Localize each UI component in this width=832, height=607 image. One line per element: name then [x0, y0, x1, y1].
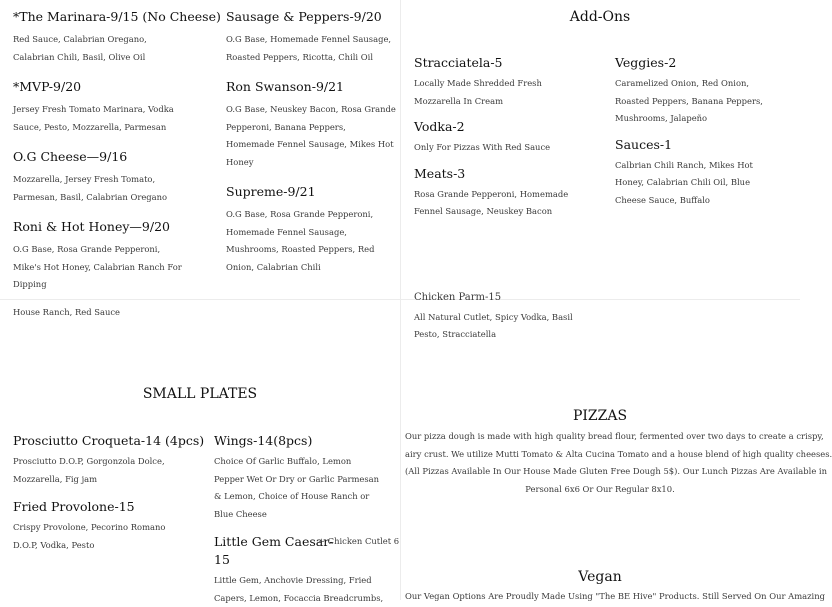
column-divider — [400, 0, 401, 600]
item-desc: Blue Cheese — [214, 506, 394, 524]
menu-item — [226, 78, 396, 171]
item-name: Prosciutto Croqueta-14 (4pcs) — [13, 432, 203, 450]
menu-item — [414, 118, 604, 157]
pizzas-desc-line: Our pizza dough is made with high quality bread flour, fermented over two days to create a crispy, — [405, 428, 795, 446]
item-name: Sauces-1 — [615, 136, 795, 154]
item-desc: Mike's Hot Honey, Calabrian Ranch For — [13, 259, 203, 277]
item-desc: Honey, Calabrian Chili Oil, Blue — [615, 174, 795, 192]
item-desc: D.O.P, Vodka, Pesto — [13, 537, 203, 555]
item-desc: Homemade Fennel Sausage, — [226, 224, 396, 242]
row-divider — [0, 299, 800, 300]
addons-right — [615, 54, 795, 209]
pizza-column-2 — [226, 8, 396, 276]
item-name: Wings-14(8pcs) — [214, 432, 394, 450]
menu-item — [414, 289, 573, 344]
item-desc: Calbrian Chili Ranch, Mikes Hot — [615, 157, 795, 175]
menu-item — [414, 54, 604, 110]
item-desc: O.G Base, Neuskey Bacon, Rosa Grande — [226, 101, 396, 119]
small-plates-right — [214, 432, 394, 607]
item-desc: Mushrooms, Roasted Peppers, Red — [226, 241, 396, 259]
menu-item — [13, 432, 203, 488]
item-desc: Red Sauce, Calabrian Oregano, — [13, 31, 203, 49]
item-desc: Homemade Fennel Sausage, Mikes Hot — [226, 136, 396, 154]
item-desc: Calabrian Chili, Basil, Olive Oil — [13, 49, 203, 67]
menu-item — [615, 54, 795, 128]
item-name: Fried Provolone-15 — [13, 498, 203, 516]
item-desc: Locally Made Shredded Fresh — [414, 75, 604, 93]
menu-item — [13, 78, 203, 136]
item-name: *The Marinara-9/15 (No Cheese) — [13, 8, 203, 26]
addons-left — [414, 54, 604, 221]
item-desc: O.G Base, Rosa Grande Pepperoni, — [226, 206, 396, 224]
item-desc: Honey — [226, 154, 396, 172]
item-desc: O.G Base, Homemade Fennel Sausage, — [226, 31, 396, 49]
menu-item — [214, 533, 394, 607]
pizza-column-1 — [13, 8, 203, 294]
vegan-description — [405, 588, 795, 606]
item-desc: Pesto, Stracciatella — [414, 326, 573, 344]
item-desc: Cheese Sauce, Buffalo — [615, 192, 795, 210]
item-name: 15 — [214, 551, 394, 569]
item-desc: Prosciutto D.O.P, Gorgonzola Dolce, — [13, 453, 203, 471]
item-desc: All Natural Cutlet, Spicy Vodka, Basil — [414, 309, 573, 327]
pizzas-desc-line: (All Pizzas Available In Our House Made Gluten Free Dough 5$). Our Lunch Pizzas Are Available in — [405, 463, 795, 481]
item-desc: Parmesan, Basil, Calabrian Oregano — [13, 189, 203, 207]
item-desc: Choice Of Garlic Buffalo, Lemon — [214, 453, 394, 471]
item-desc: Fennel Sausage, Neuskey Bacon — [414, 203, 604, 221]
item-desc: Mushrooms, Jalapeño — [615, 110, 795, 128]
item-name: Supreme-9/21 — [226, 183, 396, 201]
item-desc: Sauce, Pesto, Mozzarella, Parmesan — [13, 119, 203, 137]
item-desc: Roasted Peppers, Ricotta, Chili Oil — [226, 49, 396, 67]
pizzas-desc-line: airy crust. We utilize Mutti Tomato & Alta Cucina Tomato and a house blend of high quality cheeses. — [405, 446, 795, 464]
item-desc: Mozzarella, Jersey Fresh Tomato, — [13, 171, 203, 189]
item-name: Veggies-2 — [615, 54, 795, 72]
item-desc: Mozzarella, Fig jam — [13, 471, 203, 489]
item-desc: Capers, Lemon, Focaccia Breadcrumbs, — [214, 590, 394, 607]
item-name: O.G Cheese—9/16 — [13, 148, 203, 166]
menu-item — [13, 148, 203, 206]
vegan-title: Vegan — [400, 569, 800, 585]
item-desc: Jersey Fresh Tomato Marinara, Vodka — [13, 101, 203, 119]
item-desc: Pepper Wet Or Dry or Garlic Parmesan — [214, 471, 394, 489]
menu-item — [414, 165, 604, 221]
item-desc: & Lemon, Choice of House Ranch or — [214, 488, 394, 506]
item-name: Vodka-2 — [414, 118, 604, 136]
item-desc: Pepperoni, Banana Peppers, — [226, 119, 396, 137]
menu-item — [615, 136, 795, 210]
item-name: Sausage & Peppers-9/20 — [226, 8, 396, 26]
item-desc: Mozzarella In Cream — [414, 93, 604, 111]
overflow-text: House Ranch, Red Sauce — [13, 304, 120, 322]
menu-item — [226, 8, 396, 66]
item-name: *MVP-9/20 — [13, 78, 203, 96]
item-desc: Roasted Peppers, Banana Peppers, — [615, 93, 795, 111]
menu-item — [13, 218, 203, 294]
item-desc: Only For Pizzas With Red Sauce — [414, 139, 604, 157]
item-desc: Onion, Calabrian Chili — [226, 259, 396, 277]
vegan-desc-line: Our Vegan Options Are Proudly Made Using "The BE Hive" Products. Still Served On Our Amazing — [405, 588, 795, 606]
small-plates-title: SMALL PLATES — [0, 386, 400, 402]
item-name: Roni & Hot Honey—9/20 — [13, 218, 203, 236]
item-name: Ron Swanson-9/21 — [226, 78, 396, 96]
item-addon: + Chicken Cutlet 6 — [318, 533, 399, 551]
item-desc: Rosa Grande Pepperoni, Homemade — [414, 186, 604, 204]
item-name: Chicken Parm-15 — [414, 289, 573, 307]
cutoff-item-clip — [414, 300, 614, 350]
item-name: Little Gem Caesar- — [214, 533, 394, 551]
item-desc: Caramelized Onion, Red Onion, — [615, 75, 795, 93]
item-desc: Crispy Provolone, Pecorino Romano — [13, 519, 203, 537]
small-plates-left — [13, 432, 203, 554]
pizzas-title: PIZZAS — [400, 408, 800, 424]
item-desc: Dipping — [13, 276, 203, 294]
menu-item — [226, 183, 396, 276]
pizzas-desc-line: Personal 6x6 Or Our Regular 8x10. — [405, 481, 795, 499]
pizzas-description — [405, 428, 795, 498]
item-name: Meats-3 — [414, 165, 604, 183]
menu-item — [214, 432, 394, 523]
menu-item — [13, 8, 203, 66]
item-desc: Little Gem, Anchovie Dressing, Fried — [214, 572, 394, 590]
addons-title: Add-Ons — [400, 9, 800, 25]
item-desc: O.G Base, Rosa Grande Pepperoni, — [13, 241, 203, 259]
item-name: Stracciatela-5 — [414, 54, 604, 72]
menu-item — [13, 498, 203, 554]
